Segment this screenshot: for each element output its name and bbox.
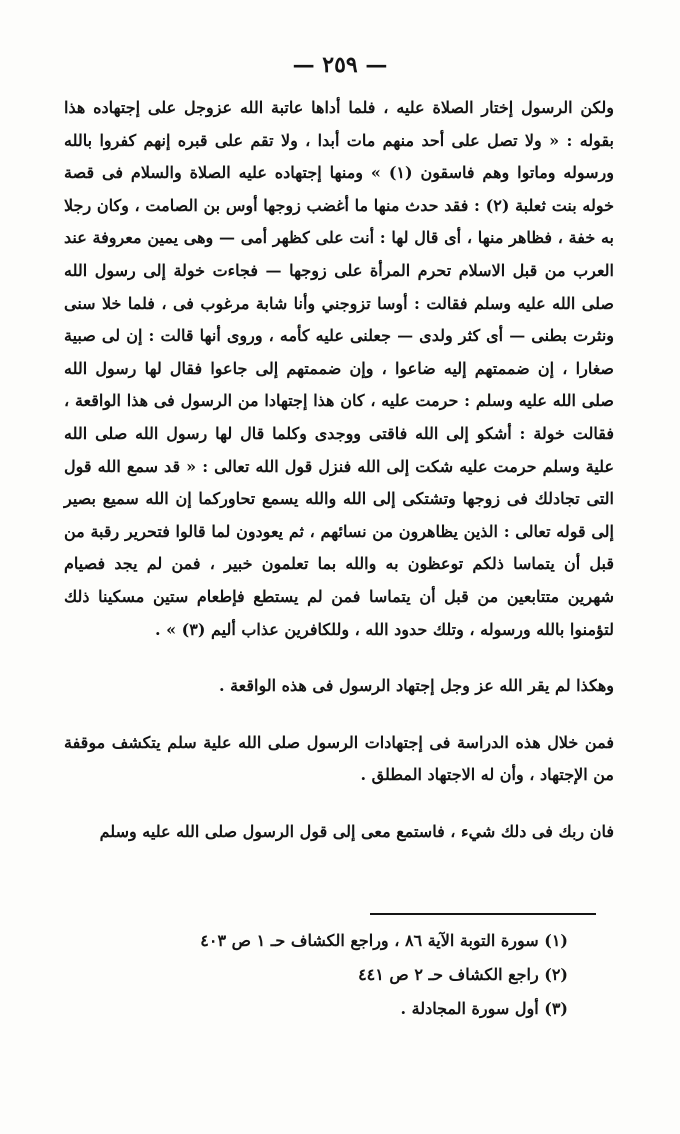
paragraph-ijtihad-story: ولكن الرسول إختار الصلاة عليه ، فلما أداها عاتبة الله عزوجل على إجتهاده هذا بقوله : « ولا تصل على أحد منهم مات أبدا ، ولا تقم على قبره إنهم كفروا بالله ورسوله وماتوا وهم فاسقون (١) » ومنها إجتهاده عليه الصلاة والسلام فى قصة خوله بنت ثعلبة (٢) : فقد حدث منها ما أغضب زوجها أوس بن الصامت ، وكان رجلا به خفة ، فظاهر منها ، أى قال لها : أنت على كظهر أمى — وهى يمين معروفة عند العرب من قبل الاسلام تحرم المرأة على زوجها — فجاءت خولة إلى رسول الله صلى الله عليه وسلم فقالت : أوسا تزوجني وأنا شابة مرغوب فى ، فلما خلا سنى ونثرت بطنى — أى كثر ولدى — جعلنى عليه كأمه ، وروى أنها قالت : إن لى صبية صغارا ، إن ضممتهم إليه ضاعوا ، وإن ضممتهم إلى جاعوا فقال لها رسول الله صلى الله عليه وسلم : حرمت عليه ، كان هذا إجتهادا من الرسول فى هذا الواقعة ، فقالت خولة : أشكو إلى الله فاقتى ووجدى وكلما قال لها رسول الله صلى الله علية وسلم حرمت عليه شكت إلى الله فنزل قول الله تعالى : « قد سمع الله قول التى تجادلك فى زوجها وتشتكى إلى الله والله يسمع تحاوركما إن الله سميع بصير إلى قوله تعالى : الذين يظاهرون من نسائهم ، ثم يعودون لما قالوا فتحرير رقبة من قبل أن يتماسا ذلكم توعظون به والله بما تعلمون خبير ، فمن لم يجد فصيام شهرين متتابعين من قبل أن يتماسا فمن لم يستطع فإطعام ستين مسكينا ذلك لتؤمنوا بالله ورسوله ، وتلك حدود الله ، وللكافرين عذاب أليم (٣) » . xyxy=(64,98,614,639)
page-number: — ٢٥٩ — xyxy=(292,52,388,78)
footnote-2: (٢) راجع الكشاف حـ ٢ ص ٤٤١ xyxy=(358,965,568,984)
footnotes xyxy=(120,924,568,1026)
paragraph-closing: فان ربك فى دلك شيء ، فاستمع معى إلى قول الرسول صلى الله عليه وسلم xyxy=(99,821,614,841)
footnote-divider xyxy=(370,913,596,915)
footnote-3: (٣) أول سورة المجادلة . xyxy=(400,999,568,1018)
paragraph-study-result: فمن خلال هذه الدراسة فى إجتهادات الرسول صلى الله علية سلم يتكشف موقفة من الإجتهاد ، وأن له الاجتهاد المطلق . xyxy=(64,732,614,785)
paragraph-conclusion-event: وهكذا لم يقر الله عز وجل إجتهاد الرسول فى هذه الواقعة . xyxy=(218,676,614,696)
footnote-1: (١) سورة التوبة الآية ٨٦ ، وراجع الكشاف حـ ١ ص ٤٠٣ xyxy=(200,931,568,950)
main-text xyxy=(64,92,614,848)
